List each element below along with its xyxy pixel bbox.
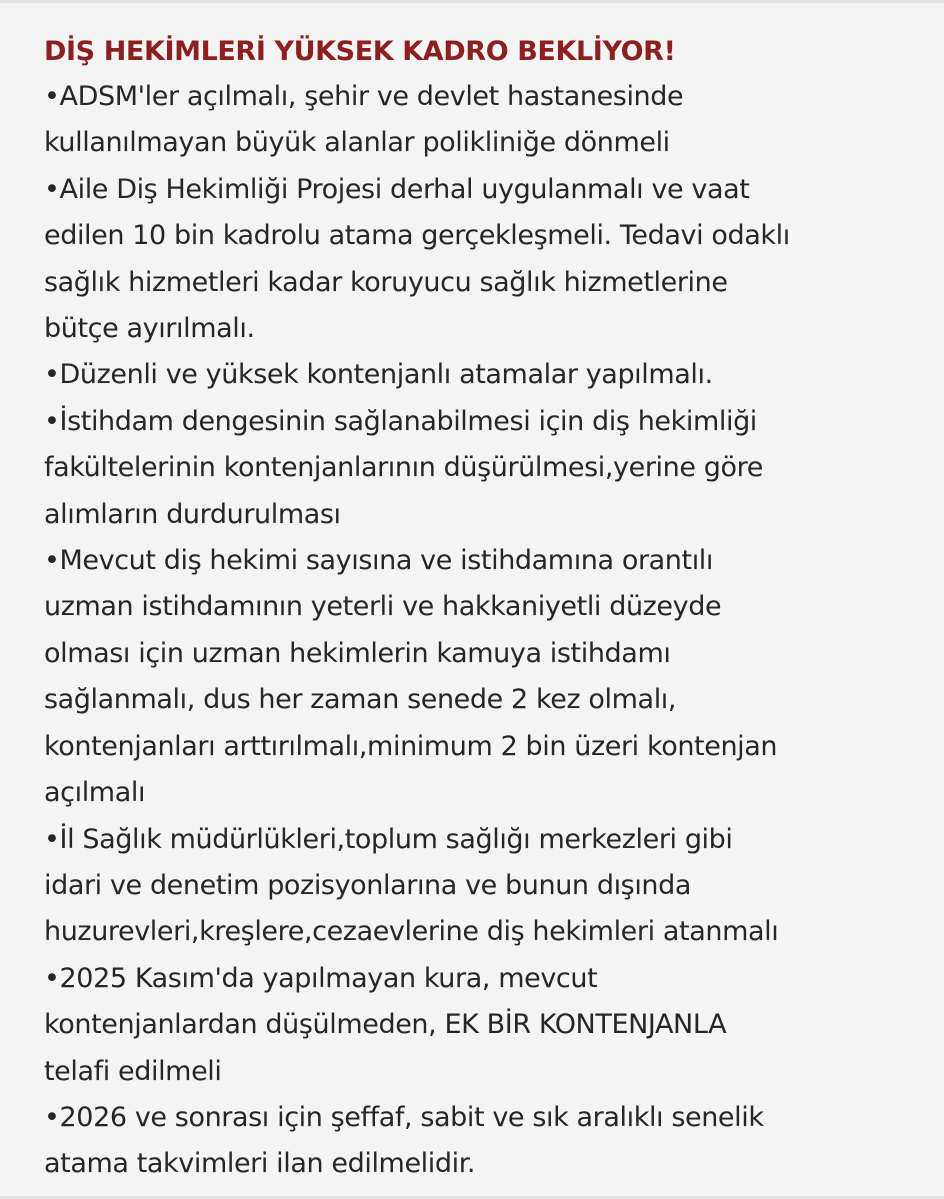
list-item-line: •2025 Kasım'da yapılmayan kura, mevcut xyxy=(44,962,598,994)
list-item-line: •Düzenli ve yüksek kontenjanlı atamalar yapılmalı. xyxy=(44,359,713,391)
list-item-line: telafi edilmeli xyxy=(44,1055,222,1087)
list-item xyxy=(44,817,924,956)
list-item-line: •ADSM'ler açılmalı, şehir ve devlet hastanesinde xyxy=(44,81,684,112)
list-item-line: •2026 ve sonrası için şeffaf, sabit ve sık aralıklı senelik xyxy=(44,1101,764,1133)
list-item-line: sağlanmalı, dus her zaman senede 2 kez olmalı, xyxy=(44,684,677,716)
list-item-line: •Mevcut diş hekimi sayısına ve istihdamına orantılı xyxy=(44,545,714,577)
list-item xyxy=(44,956,924,1095)
list-item-line: kullanılmayan büyük alanlar polikliniğe dönmeli xyxy=(44,127,670,159)
list-item-line: sağlık hizmetleri kadar koruyucu sağlık hizmetlerine xyxy=(44,266,728,298)
list-item-line: idari ve denetim pozisyonlarına ve bunun dışında xyxy=(44,869,692,901)
list-item-line: kontenjanlardan düşülmeden, EK BİR KONTENJANLA xyxy=(44,1009,727,1041)
list-item-line: •Aile Diş Hekimliği Projesi derhal uygulanmalı ve vaat xyxy=(44,173,750,205)
list-item-line: edilen 10 bin kadrolu atama gerçekleşmeli. Tedavi odaklı xyxy=(44,220,790,252)
list-item-line: alımların durdurulması xyxy=(44,498,341,530)
demands-list xyxy=(44,74,924,1188)
list-item xyxy=(44,74,924,167)
list-item-line: fakültelerinin kontenjanlarının düşürülmesi,yerine göre xyxy=(44,452,763,484)
list-item-line: açılmalı xyxy=(44,777,146,809)
list-item-line: •İl Sağlık müdürlükleri,toplum sağlığı merkezleri gibi xyxy=(44,823,733,855)
list-item-line: huzurevleri,kreşlere,cezaevlerine diş hekimleri atanmalı xyxy=(44,916,779,948)
document-content xyxy=(44,30,924,1188)
list-item-line: olması için uzman hekimlerin kamuya istihdamı xyxy=(44,637,671,669)
list-item xyxy=(44,538,924,816)
list-item xyxy=(44,352,924,398)
list-item xyxy=(44,399,924,538)
list-item-line: uzman istihdamının yeterli ve hakkaniyetli düzeyde xyxy=(44,591,722,623)
list-item-line: kontenjanları arttırılmalı,minimum 2 bin üzeri kontenjan xyxy=(44,730,778,762)
list-item-line: atama takvimleri ilan edilmelidir. xyxy=(44,1148,476,1180)
list-item xyxy=(44,167,924,353)
list-item-line: •İstihdam dengesinin sağlanabilmesi için diş hekimliği xyxy=(44,405,757,437)
list-item xyxy=(44,1095,924,1188)
document-title: DİŞ HEKİMLERİ YÜKSEK KADRO BEKLİYOR! xyxy=(44,36,676,67)
list-item-line: bütçe ayırılmalı. xyxy=(44,313,255,345)
